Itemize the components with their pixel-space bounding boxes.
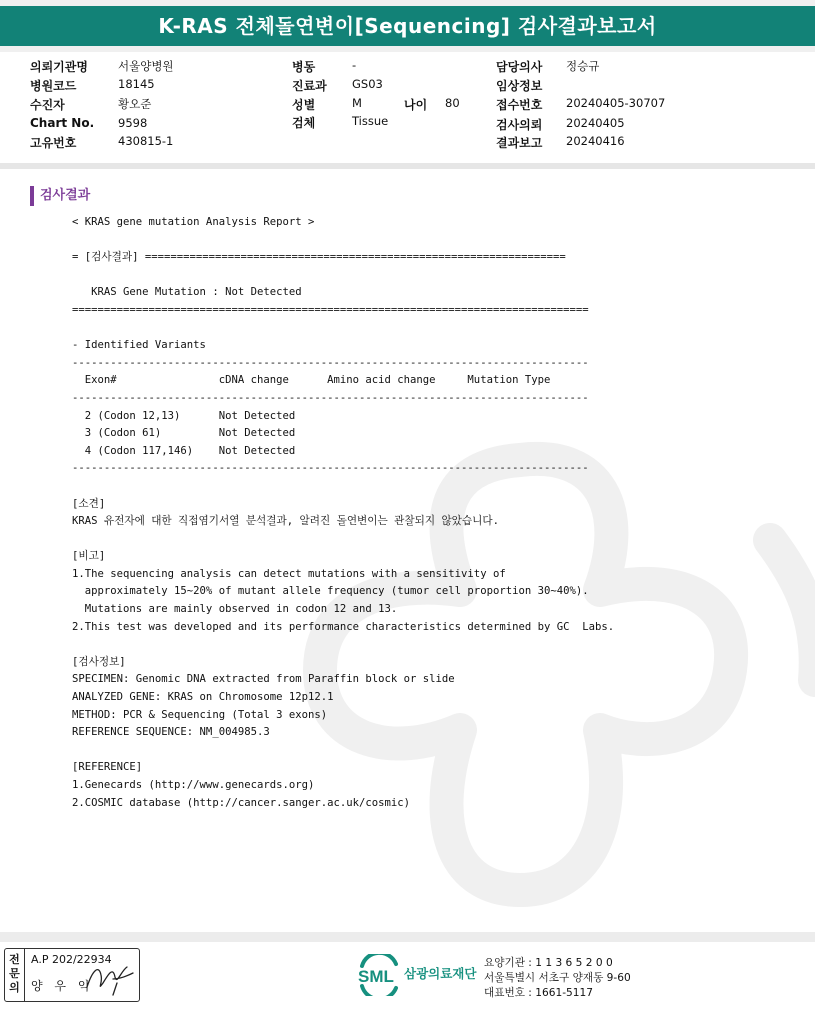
label-ward: 병동 [292,60,316,74]
report-line: --------------------------------------------------------------------------------- [72,356,589,369]
report-line [72,267,614,285]
contact-line: 대표번호 : 1661-5117 [484,987,593,999]
report-line [72,320,614,338]
contact-line: 요양기관 : 1 1 3 6 5 2 0 0 [484,957,613,969]
label-unique-number: 고유번호 [30,136,77,150]
report-line: [소견] [72,497,106,510]
report-line [72,636,614,654]
patient-info-panel [0,52,815,164]
value-patient-name: 황오준 [118,97,152,111]
value-report-date: 20240416 [566,134,625,148]
value-department: GS03 [352,77,383,91]
report-line: REFERENCE SEQUENCE: NM_004985.3 [72,726,270,739]
report-line: approximately 15~20% of mutant allele frequency (tumor cell proportion 30~40%). [72,585,589,598]
value-accession-number: 20240405-30707 [566,96,666,110]
signature-icon [83,957,135,997]
label-patient-name: 수진자 [30,98,65,112]
report-line: 2.This test was developed and its performance characteristics determined by GC Labs. [72,620,615,633]
report-line [72,232,614,250]
divider [0,163,815,169]
value-sex: M [352,96,362,110]
report-line: Mutations are mainly observed in codon 12 and 13. [72,603,398,616]
label-department: 진료과 [292,79,327,93]
label-requesting-institution: 의뢰기관명 [30,60,88,74]
report-line: KRAS Gene Mutation : Not Detected [72,286,302,299]
report-line: KRAS 유전자에 대한 직접염기서열 분석결과, 알려진 돌연변이는 관찰되지 않았습니다. [72,515,499,528]
report-line [72,531,614,549]
report-line: 2.COSMIC database (http://cancer.sanger.ac.uk/cosmic) [72,796,411,809]
report-line: --------------------------------------------------------------------------------- [72,462,589,475]
report-line: Exon# cDNA change Amino acid change Mutation Type [72,374,551,387]
report-header [0,0,815,58]
stamp-side-label [5,949,25,1001]
label-clinical-info: 임상정보 [496,79,543,93]
report-line: ================================================================================= [72,303,589,316]
report-line: --------------------------------------------------------------------------------- [72,391,589,404]
value-specimen: Tissue [352,114,389,128]
report-line [72,742,614,760]
label-report-date: 결과보고 [496,136,543,150]
value-age: 80 [445,96,460,110]
stamp-doctor-name: 양 우 익 [31,979,94,993]
report-line: < KRAS gene mutation Analysis Report > [72,216,315,228]
report-line: [REFERENCE] [72,761,143,774]
report-line: [비고] [72,550,106,563]
label-specimen: 검체 [292,116,316,130]
value-request-date: 20240405 [566,116,625,130]
label-accession-number: 접수번호 [496,98,543,112]
report-title: K-RAS 전체돌연변이[Sequencing] 검사결과보고서 [0,6,815,46]
value-ward: - [352,58,357,72]
contact-info [484,956,631,1001]
report-line: 1.Genecards (http://www.genecards.org) [72,779,315,791]
label-chart-no: Chart No. [30,116,95,130]
label-sex: 성별 [292,98,316,112]
report-line: - Identified Variants [72,339,206,352]
value-requesting-institution: 서울양병원 [118,59,174,73]
report-line: 2 (Codon 12,13) Not Detected [72,409,296,422]
pathologist-stamp [4,948,140,1002]
contact-line: 서울특별시 서초구 양재동 9-60 [484,972,631,984]
report-line: SPECIMEN: Genomic DNA extracted from Paraffin block or slide [72,673,455,686]
report-line: = [검사결과] ================================================================== [72,251,566,264]
stamp-license-number: A.P 202/22934 [31,953,112,966]
svg-text:SML: SML [358,967,394,986]
label-age: 나이 [404,98,428,112]
report-line: ANALYZED GENE: KRAS on Chromosome 12p12.1 [72,691,334,704]
report-body [72,214,614,812]
label-request-date: 검사의뢰 [496,118,543,132]
label-hospital-code: 병원코드 [30,79,77,93]
report-line [72,478,614,496]
label-physician: 담당의사 [496,60,543,74]
value-physician: 정승규 [566,59,600,73]
report-line: 3 (Codon 61) Not Detected [72,427,296,440]
report-line: METHOD: PCR & Sequencing (Total 3 exons) [72,708,328,721]
value-chart-no: 9598 [118,116,148,130]
report-line: 1.The sequencing analysis can detect mutations with a sensitivity of [72,567,506,580]
footer-divider [0,932,815,942]
value-unique-number: 430815-1 [118,134,174,148]
report-line: [검사정보] [72,655,126,668]
value-hospital-code: 18145 [118,77,155,91]
logo-text: 삼광의료재단 [404,966,477,981]
report-line: 4 (Codon 117,146) Not Detected [72,444,296,457]
stamp-side-text: 전 문 의 [9,953,20,994]
section-title-results: 검사결과 [30,186,90,206]
